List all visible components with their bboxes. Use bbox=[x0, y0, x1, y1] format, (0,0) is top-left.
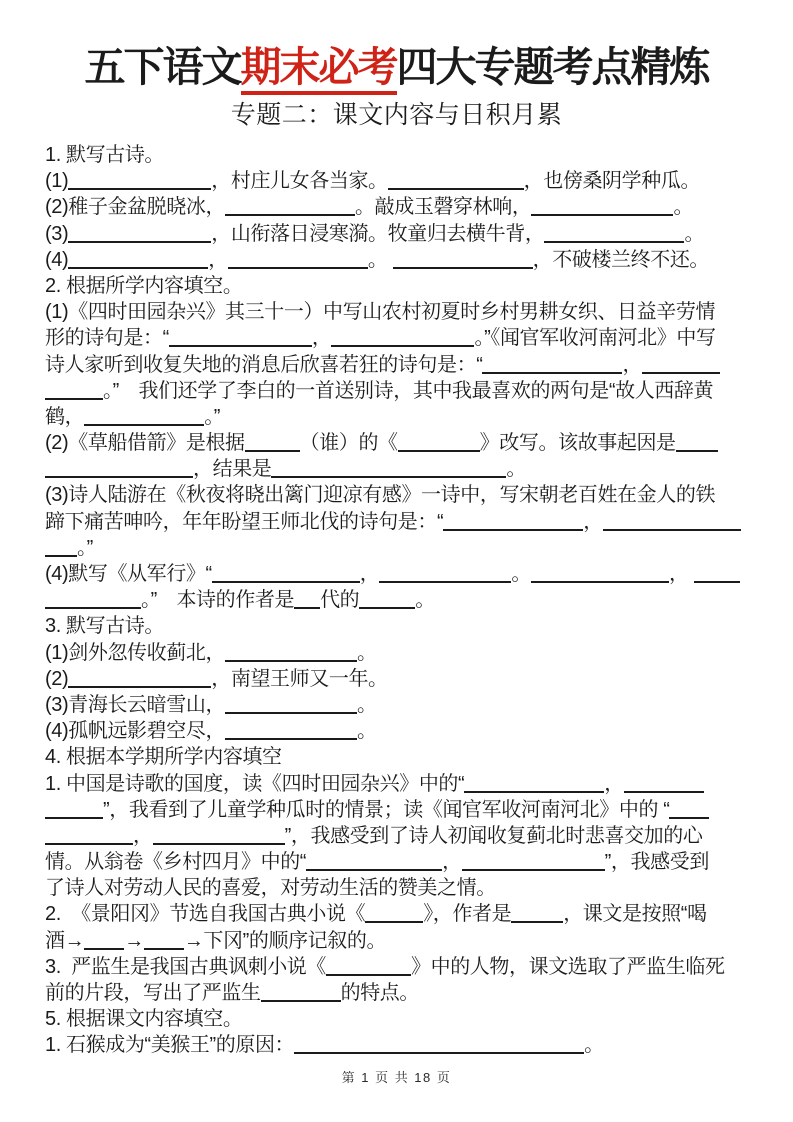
fill-in-blank bbox=[294, 591, 320, 609]
text-line bbox=[45, 901, 751, 927]
line-text: ， bbox=[668, 563, 694, 585]
fill-in-blank bbox=[388, 172, 524, 190]
line-text: 。” 本诗的作者是 bbox=[141, 589, 295, 612]
line-text: ， bbox=[622, 353, 643, 376]
line-text: ，也傍桑阴学种瓜。 bbox=[523, 170, 701, 193]
line-text: ，村庄儿女各当家。 bbox=[211, 170, 388, 193]
fill-in-blank bbox=[45, 382, 103, 400]
text-line bbox=[45, 273, 751, 299]
fill-in-blank bbox=[531, 198, 673, 216]
line-text: 1. 中国是诗歌的国度，读《四时田园杂兴》中的“ bbox=[45, 772, 465, 795]
line-text: ， bbox=[583, 510, 603, 533]
line-text: ，课文是按照“喝 bbox=[563, 903, 707, 926]
fill-in-blank bbox=[225, 198, 355, 216]
line-text: ，不破楼兰终不还。 bbox=[532, 248, 710, 271]
line-text: 》改写。该故事起因是 bbox=[479, 432, 676, 455]
line-text: (3)青海长云暗雪山， bbox=[45, 693, 226, 716]
text-line bbox=[45, 194, 751, 220]
line-text: 形的诗句是：“ bbox=[45, 327, 169, 350]
fill-in-blank bbox=[603, 513, 741, 531]
line-text: (2)《草船借箭》是根据 bbox=[45, 432, 245, 455]
line-text: 蹄下痛苦呻吟，年年盼望王师北伐的诗句是：“ bbox=[45, 510, 444, 533]
fill-in-blank bbox=[225, 722, 357, 740]
line-text: →下冈”的顺序记叙的。 bbox=[183, 929, 387, 952]
line-text: 。 bbox=[506, 458, 527, 481]
fill-in-blank bbox=[212, 565, 360, 583]
line-text: ，山衔落日浸寒漪。牧童归去横牛背， bbox=[211, 222, 545, 245]
text-line bbox=[45, 640, 751, 666]
text-line bbox=[45, 535, 751, 561]
line-text: 情。从翁卷《乡村四月》中的“ bbox=[45, 851, 307, 874]
line-text: ， bbox=[133, 824, 153, 847]
line-text: 。 bbox=[415, 589, 435, 612]
line-text: 。 bbox=[357, 720, 377, 743]
fill-in-blank bbox=[359, 591, 415, 609]
text-line bbox=[45, 1032, 751, 1058]
line-text: ， bbox=[311, 327, 332, 350]
line-text: (3) bbox=[45, 222, 69, 245]
page-subtitle: 专题二：课文内容与日积月累 bbox=[230, 101, 563, 129]
fill-in-blank bbox=[68, 251, 208, 269]
line-text: 代的 bbox=[320, 589, 360, 612]
line-text: 。 bbox=[684, 222, 705, 245]
line-text: 3. 默写古诗。 bbox=[45, 615, 165, 638]
line-text: (3)诗人陆游在《秋夜将晓出篱门迎凉有感》一诗中，写宋朝老百姓在金人的铁 bbox=[45, 484, 716, 507]
text-line bbox=[45, 744, 751, 770]
text-line bbox=[45, 797, 751, 823]
fill-in-blank bbox=[45, 539, 77, 557]
line-text: 1. 石猴成为“美猴王”的原因： bbox=[45, 1034, 295, 1057]
text-line bbox=[45, 666, 751, 692]
fill-in-blank bbox=[68, 670, 211, 688]
text-line bbox=[45, 378, 751, 404]
line-text: 。敲成玉磬穿林响， bbox=[355, 196, 532, 219]
line-text: 1. 默写古诗。 bbox=[45, 144, 165, 166]
text-line bbox=[45, 509, 751, 535]
text-line bbox=[45, 954, 751, 980]
line-text: ”，我感受到了诗人初闻收复蓟北时悲喜交加的心 bbox=[284, 824, 703, 847]
worksheet-body bbox=[45, 142, 751, 1059]
fill-in-blank bbox=[379, 565, 511, 583]
line-text: 4. 根据本学期所学内容填空 bbox=[45, 746, 282, 769]
text-line bbox=[45, 692, 751, 718]
text-line bbox=[45, 247, 751, 273]
fill-in-blank bbox=[84, 932, 124, 950]
line-text: (2)稚子金盆脱晓冰， bbox=[45, 196, 226, 219]
text-line bbox=[45, 430, 751, 456]
text-line bbox=[45, 875, 751, 901]
fill-in-blank bbox=[669, 801, 709, 819]
line-text: (1)剑外忽传收蓟北， bbox=[45, 641, 226, 664]
text-line bbox=[45, 352, 751, 378]
fill-in-blank bbox=[544, 225, 684, 243]
line-text: 》中的人物，课文选取了严监生临死 bbox=[411, 955, 725, 978]
line-text: (4)孤帆远影碧空尽， bbox=[45, 720, 226, 743]
fill-in-blank bbox=[511, 905, 563, 923]
title-highlight: 期末必考 bbox=[241, 44, 397, 95]
fill-in-blank bbox=[45, 591, 141, 609]
text-line bbox=[45, 456, 751, 482]
line-text: → bbox=[124, 929, 144, 952]
line-text: 》，作者是 bbox=[423, 903, 512, 926]
fill-in-blank bbox=[68, 225, 211, 243]
line-text: ， bbox=[208, 248, 228, 271]
fill-in-blank bbox=[393, 251, 533, 269]
line-text: 诗人家听到收复失地的消息后欣喜若狂的诗句是：“ bbox=[45, 353, 483, 376]
fill-in-blank bbox=[676, 434, 718, 452]
line-text: 。”《闻官军收河南河北》中写 bbox=[474, 327, 716, 350]
fill-in-blank bbox=[271, 460, 506, 478]
line-text: (2) bbox=[45, 667, 69, 690]
fill-in-blank bbox=[45, 801, 103, 819]
fill-in-blank bbox=[225, 644, 357, 662]
line-text: ”，我看到了儿童学种瓜时的情景；读《闻官军收河南河北》中的 “ bbox=[103, 798, 670, 821]
fill-in-blank bbox=[642, 356, 720, 374]
line-text: (4)默写《从军行》“ bbox=[45, 563, 212, 585]
line-text: 。 bbox=[584, 1034, 604, 1057]
line-text: 鹤， bbox=[45, 405, 85, 428]
fill-in-blank bbox=[624, 775, 704, 793]
line-text: ， bbox=[604, 772, 624, 795]
fill-in-blank bbox=[331, 329, 474, 347]
line-text: 。 bbox=[357, 693, 377, 716]
fill-in-blank bbox=[443, 513, 583, 531]
fill-in-blank bbox=[694, 565, 740, 583]
text-line bbox=[45, 299, 751, 325]
fill-in-blank bbox=[153, 827, 285, 845]
line-text: (1) bbox=[45, 170, 69, 193]
fill-in-blank bbox=[169, 329, 312, 347]
page-number: 第 1 页 共 18 页 bbox=[341, 1069, 452, 1085]
fill-in-blank bbox=[294, 1036, 584, 1054]
line-text: 。 bbox=[367, 248, 393, 271]
text-line bbox=[45, 980, 751, 1006]
line-text: 了诗人对劳动人民的喜爱，对劳动生活的赞美之情。 bbox=[45, 877, 496, 900]
text-line bbox=[45, 482, 751, 508]
line-text: 。 bbox=[673, 196, 694, 219]
fill-in-blank bbox=[144, 932, 184, 950]
line-text: 。” bbox=[204, 405, 221, 428]
fill-in-blank bbox=[462, 853, 605, 871]
fill-in-blank bbox=[45, 460, 193, 478]
fill-in-blank bbox=[225, 696, 357, 714]
fill-in-blank bbox=[531, 565, 669, 583]
text-line bbox=[45, 849, 751, 875]
line-text: (1)《四时田园杂兴》其三十一）中写山农村初夏时乡村男耕女织、日益辛劳情 bbox=[45, 301, 716, 324]
fill-in-blank bbox=[482, 356, 622, 374]
fill-in-blank bbox=[398, 434, 480, 452]
page-footer bbox=[0, 1067, 793, 1086]
fill-in-blank bbox=[261, 984, 341, 1002]
fill-in-blank bbox=[45, 827, 133, 845]
line-text: 。 bbox=[357, 641, 377, 664]
fill-in-blank bbox=[464, 775, 604, 793]
line-text: ， bbox=[442, 851, 462, 874]
line-text: 酒→ bbox=[45, 929, 85, 952]
page-header bbox=[0, 0, 793, 130]
text-line bbox=[45, 718, 751, 744]
line-text: ，结果是 bbox=[193, 458, 272, 481]
line-text: 。” 我们还学了李白的一首送别诗，其中我最喜欢的两句是“故人西辞黄 bbox=[103, 379, 714, 402]
fill-in-blank bbox=[306, 853, 442, 871]
fill-in-blank bbox=[365, 905, 423, 923]
text-line bbox=[45, 613, 751, 639]
line-text: 5. 根据课文内容填空。 bbox=[45, 1008, 243, 1031]
line-text: 。” bbox=[77, 536, 93, 559]
fill-in-blank bbox=[228, 251, 368, 269]
line-text: (4) bbox=[45, 248, 69, 271]
text-line bbox=[45, 221, 751, 247]
text-line bbox=[45, 404, 751, 430]
line-text: 。 bbox=[511, 563, 531, 585]
fill-in-blank bbox=[326, 958, 411, 976]
fill-in-blank bbox=[84, 408, 204, 426]
text-line bbox=[45, 823, 751, 849]
text-line bbox=[45, 561, 751, 587]
line-text: 2. 《景阳冈》节选自我国古典小说《 bbox=[45, 903, 366, 926]
text-line bbox=[45, 142, 751, 168]
text-line bbox=[45, 1006, 751, 1032]
text-line bbox=[45, 168, 751, 194]
title-text: 五下语文 bbox=[84, 44, 241, 90]
line-text: 3. 严监生是我国古典讽刺小说《 bbox=[45, 955, 326, 978]
text-line bbox=[45, 771, 751, 797]
line-text: ， bbox=[359, 563, 380, 585]
line-text: ”，我感受到 bbox=[604, 851, 709, 874]
line-text: 2. 根据所学内容填空。 bbox=[45, 274, 243, 297]
text-line bbox=[45, 587, 751, 613]
text-line bbox=[45, 325, 751, 351]
title-text: 四大专题考点精炼 bbox=[396, 44, 709, 90]
line-text: 的特点。 bbox=[340, 982, 420, 1004]
line-text: （谁）的《 bbox=[299, 432, 398, 455]
text-line bbox=[45, 928, 751, 954]
fill-in-blank bbox=[68, 172, 211, 190]
page-title bbox=[0, 42, 793, 94]
line-text: 前的片段，写出了严监生 bbox=[45, 982, 261, 1004]
fill-in-blank bbox=[245, 434, 300, 452]
line-text: ，南望王师又一年。 bbox=[211, 667, 388, 690]
